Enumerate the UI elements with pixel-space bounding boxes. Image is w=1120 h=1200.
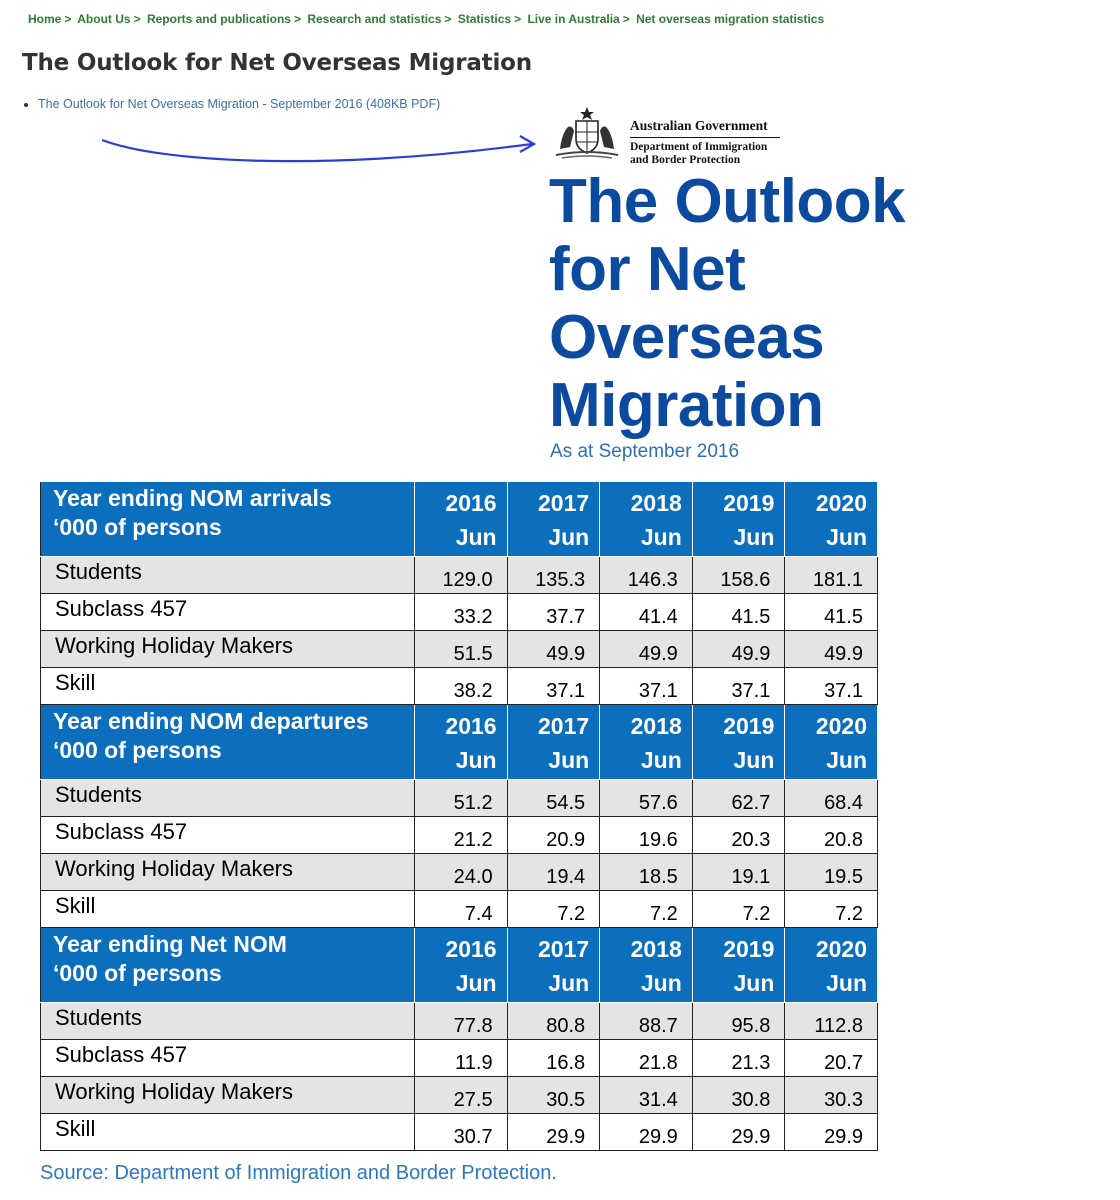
table-row (41, 1114, 878, 1151)
section-label-line: Year ending Net NOM (53, 931, 287, 957)
table-row (41, 557, 878, 594)
month-label: Jun (640, 524, 682, 550)
divider (630, 137, 780, 138)
breadcrumb-research[interactable]: Research and statistics (307, 12, 442, 26)
row-label: Skill (41, 668, 415, 705)
year-label: 2017 (538, 936, 590, 962)
row-label: Subclass 457 (41, 594, 415, 631)
value-cell: 88.7 (600, 1003, 693, 1040)
row-label: Students (41, 1003, 415, 1040)
row-label: Subclass 457 (41, 1040, 415, 1077)
section-label (41, 705, 415, 780)
value-cell: 68.4 (785, 780, 878, 817)
table-body (41, 482, 878, 1151)
month-label: Jun (548, 970, 590, 996)
value-cell: 33.2 (415, 594, 508, 631)
month-label: Jun (548, 524, 590, 550)
value-cell: 51.5 (415, 631, 508, 668)
report-title-line: The Outlook (549, 167, 906, 236)
year-header (692, 705, 785, 780)
value-cell: 11.9 (415, 1040, 508, 1077)
month-label: Jun (826, 747, 867, 773)
year-label: 2020 (815, 490, 867, 516)
value-cell: 29.9 (507, 1114, 600, 1151)
year-label: 2017 (538, 490, 590, 516)
value-cell: 7.2 (507, 891, 600, 928)
value-cell: 29.9 (785, 1114, 878, 1151)
breadcrumb-separator: > (133, 12, 141, 26)
value-cell: 80.8 (507, 1003, 600, 1040)
table-row (41, 817, 878, 854)
value-cell: 20.7 (785, 1040, 878, 1077)
value-cell: 146.3 (600, 557, 693, 594)
value-cell: 27.5 (415, 1077, 508, 1114)
value-cell: 51.2 (415, 780, 508, 817)
section-label-line: Year ending NOM departures (53, 708, 369, 734)
value-cell: 30.3 (785, 1077, 878, 1114)
month-label: Jun (733, 747, 775, 773)
row-label: Working Holiday Makers (41, 854, 415, 891)
report-title (549, 168, 905, 440)
value-cell: 49.9 (600, 631, 693, 668)
year-header (415, 705, 508, 780)
value-cell: 37.7 (507, 594, 600, 631)
month-label: Jun (455, 747, 497, 773)
year-label: 2018 (630, 713, 682, 739)
value-cell: 38.2 (415, 668, 508, 705)
year-label: 2019 (723, 713, 775, 739)
year-header (415, 482, 508, 557)
row-label: Skill (41, 891, 415, 928)
year-header (507, 482, 600, 557)
value-cell: 21.8 (600, 1040, 693, 1077)
arrow-annotation-icon (100, 130, 550, 170)
month-label: Jun (640, 747, 682, 773)
value-cell: 41.5 (692, 594, 785, 631)
month-label: Jun (455, 524, 497, 550)
breadcrumb-separator: > (622, 12, 630, 26)
month-label: Jun (733, 970, 775, 996)
month-label: Jun (733, 524, 775, 550)
breadcrumb-separator: > (64, 12, 72, 26)
breadcrumb-nom-statistics[interactable]: Net overseas migration statistics (636, 12, 825, 26)
row-label: Working Holiday Makers (41, 1077, 415, 1114)
year-label: 2017 (538, 713, 590, 739)
value-cell: 135.3 (507, 557, 600, 594)
table-row (41, 854, 878, 891)
section-units-line: ‘000 of persons (53, 737, 222, 763)
report-title-line: Overseas (549, 303, 825, 372)
value-cell: 41.4 (600, 594, 693, 631)
breadcrumb-statistics[interactable]: Statistics (457, 12, 512, 26)
table-header-row (41, 928, 878, 1003)
year-header (600, 482, 693, 557)
gov-name: Australian Government (630, 118, 768, 133)
value-cell: 7.2 (785, 891, 878, 928)
value-cell: 29.9 (600, 1114, 693, 1151)
value-cell: 19.1 (692, 854, 785, 891)
pdf-download-link[interactable]: The Outlook for Net Overseas Migration - September 2016 (408KB PDF) (38, 97, 441, 111)
month-label: Jun (548, 747, 590, 773)
value-cell: 19.4 (507, 854, 600, 891)
year-label: 2019 (723, 936, 775, 962)
value-cell: 16.8 (507, 1040, 600, 1077)
table-header-row (41, 482, 878, 557)
year-label: 2016 (445, 490, 497, 516)
value-cell: 112.8 (785, 1003, 878, 1040)
section-label-line: Year ending NOM arrivals (53, 485, 332, 511)
value-cell: 29.9 (692, 1114, 785, 1151)
row-label: Skill (41, 1114, 415, 1151)
value-cell: 20.8 (785, 817, 878, 854)
value-cell: 54.5 (507, 780, 600, 817)
report-subtitle: As at September 2016 (550, 441, 740, 462)
year-header (507, 705, 600, 780)
breadcrumb-separator: > (514, 12, 522, 26)
year-header (507, 928, 600, 1003)
year-label: 2018 (630, 936, 682, 962)
source-note: Source: Department of Immigration and Border Protection. (40, 1162, 557, 1184)
month-label: Jun (640, 970, 682, 996)
breadcrumb (28, 12, 824, 26)
section-label (41, 482, 415, 557)
bullet-icon (24, 103, 28, 107)
breadcrumb-about-us[interactable]: About Us (77, 12, 131, 26)
value-cell: 158.6 (692, 557, 785, 594)
table-header-row (41, 705, 878, 780)
value-cell: 7.4 (415, 891, 508, 928)
value-cell: 129.0 (415, 557, 508, 594)
value-cell: 21.2 (415, 817, 508, 854)
report-title-line: Migration (549, 371, 824, 440)
breadcrumb-reports[interactable]: Reports and publications (146, 12, 291, 26)
row-label: Students (41, 780, 415, 817)
value-cell: 30.5 (507, 1077, 600, 1114)
table-row (41, 1077, 878, 1114)
pdf-list-item (24, 97, 440, 111)
month-label: Jun (826, 524, 867, 550)
year-header (415, 928, 508, 1003)
year-header (600, 705, 693, 780)
breadcrumb-separator: > (444, 12, 452, 26)
value-cell: 49.9 (507, 631, 600, 668)
value-cell: 7.2 (600, 891, 693, 928)
year-header (692, 482, 785, 557)
value-cell: 77.8 (415, 1003, 508, 1040)
breadcrumb-live-in-australia[interactable]: Live in Australia (527, 12, 620, 26)
year-label: 2019 (723, 490, 775, 516)
value-cell: 24.0 (415, 854, 508, 891)
page-title: The Outlook for Net Overseas Migration (22, 50, 532, 76)
nom-data-table (40, 481, 878, 1151)
dept-line-2: and Border Protection (630, 154, 741, 166)
value-cell: 37.1 (507, 668, 600, 705)
year-label: 2020 (815, 936, 867, 962)
value-cell: 20.3 (692, 817, 785, 854)
value-cell: 49.9 (785, 631, 878, 668)
row-label: Students (41, 557, 415, 594)
year-header (692, 928, 785, 1003)
value-cell: 7.2 (692, 891, 785, 928)
month-label: Jun (826, 970, 867, 996)
value-cell: 37.1 (692, 668, 785, 705)
table-row (41, 1003, 878, 1040)
government-header (552, 105, 812, 165)
value-cell: 62.7 (692, 780, 785, 817)
section-units-line: ‘000 of persons (53, 514, 222, 540)
section-units-line: ‘000 of persons (53, 960, 222, 986)
breadcrumb-separator: > (293, 12, 301, 26)
section-label (41, 928, 415, 1003)
table-row (41, 668, 878, 705)
value-cell: 31.4 (600, 1077, 693, 1114)
month-label: Jun (455, 970, 497, 996)
value-cell: 30.7 (415, 1114, 508, 1151)
value-cell: 20.9 (507, 817, 600, 854)
dept-line-1: Department of Immigration (630, 141, 768, 153)
year-header (600, 928, 693, 1003)
value-cell: 19.6 (600, 817, 693, 854)
value-cell: 37.1 (600, 668, 693, 705)
year-label: 2020 (815, 713, 867, 739)
government-wordmark (630, 118, 780, 167)
year-header (785, 482, 878, 557)
row-label: Subclass 457 (41, 817, 415, 854)
table-row (41, 631, 878, 668)
value-cell: 37.1 (785, 668, 878, 705)
table-row (41, 891, 878, 928)
value-cell: 21.3 (692, 1040, 785, 1077)
year-label: 2018 (630, 490, 682, 516)
year-label: 2016 (445, 713, 497, 739)
value-cell: 57.6 (600, 780, 693, 817)
row-label: Working Holiday Makers (41, 631, 415, 668)
value-cell: 30.8 (692, 1077, 785, 1114)
year-header (785, 928, 878, 1003)
value-cell: 19.5 (785, 854, 878, 891)
value-cell: 95.8 (692, 1003, 785, 1040)
value-cell: 49.9 (692, 631, 785, 668)
value-cell: 181.1 (785, 557, 878, 594)
value-cell: 41.5 (785, 594, 878, 631)
table-row (41, 1040, 878, 1077)
table-row (41, 780, 878, 817)
table-row (41, 594, 878, 631)
report-title-line: for Net (549, 235, 746, 304)
year-label: 2016 (445, 936, 497, 962)
year-header (785, 705, 878, 780)
value-cell: 18.5 (600, 854, 693, 891)
coat-of-arms-icon (552, 105, 622, 161)
breadcrumb-home[interactable]: Home (28, 12, 62, 26)
